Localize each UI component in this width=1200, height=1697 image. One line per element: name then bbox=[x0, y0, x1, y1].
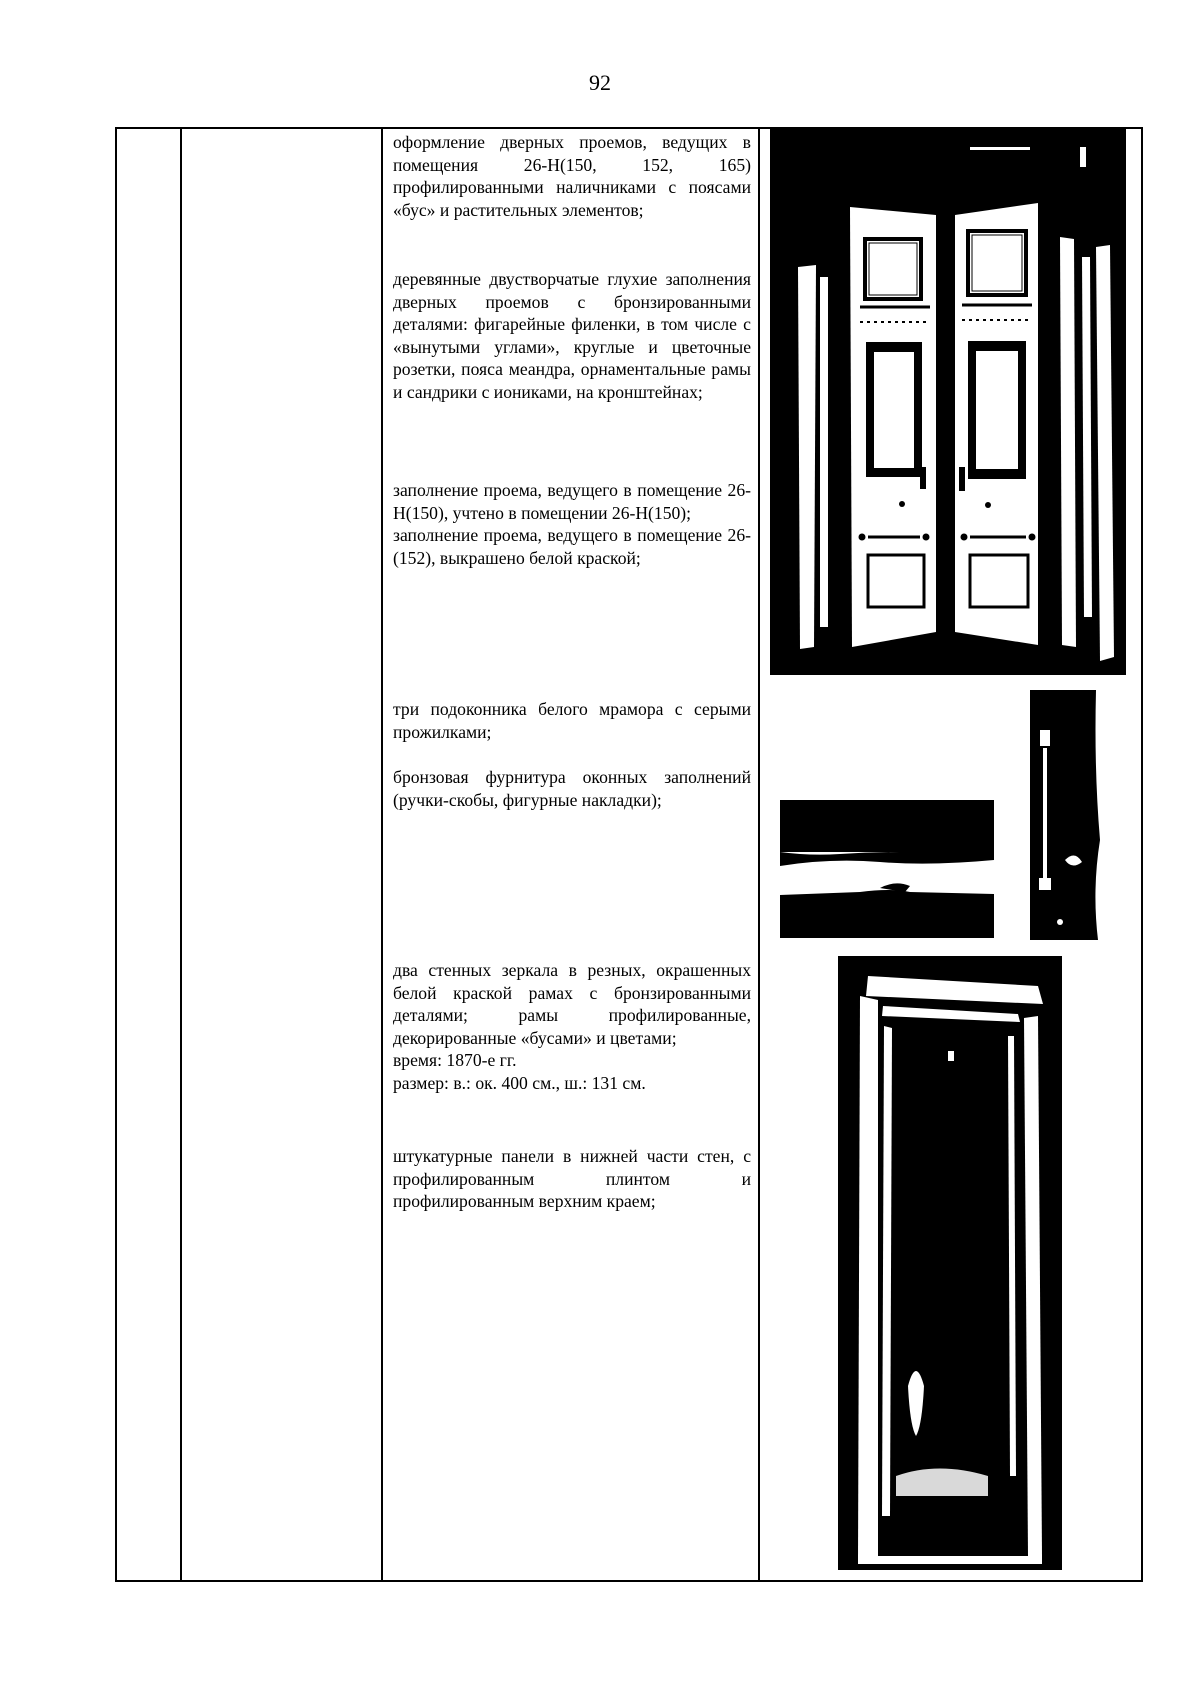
description-line: заполнение проема, ведущего в помещение 26-(152), выкрашено белой краской; bbox=[393, 525, 751, 568]
description-stucco-panels bbox=[393, 1145, 751, 1213]
description-line: бронзовая фурнитура оконных заполнений (ручки-скобы, фигурные накладки); bbox=[393, 767, 751, 810]
column-divider bbox=[758, 129, 760, 1580]
description-line: оформление дверных проемов, ведущих в помещения 26-Н(150, 152, 165) профилированными наличниками с поясами «бус» и растительных элементов; bbox=[393, 132, 751, 220]
double-door-photo bbox=[770, 127, 1126, 675]
description-mirrors bbox=[393, 959, 751, 1095]
description-line: штукатурные панели в нижней части стен, с профилированным плинтом и профилированным верхним краем; bbox=[393, 1146, 751, 1212]
description-line: заполнение проема, ведущего в помещение 26-Н(150), учтено в помещении 26-Н(150); bbox=[393, 480, 751, 523]
window-hardware-photo bbox=[1020, 690, 1106, 940]
column-divider bbox=[180, 129, 182, 1580]
description-door-filling-notes bbox=[393, 479, 751, 569]
description-line: время: 1870-е гг. bbox=[393, 1050, 517, 1071]
description-door-casings bbox=[393, 131, 751, 221]
description-line: три подоконника белого мрамора с серыми прожилками; bbox=[393, 699, 751, 742]
description-line: размер: в.: ок. 400 см., ш.: 131 см. bbox=[393, 1072, 646, 1093]
column-divider bbox=[381, 129, 383, 1580]
description-line: деревянные двустворчатые глухие заполнения дверных проемов с бронзированными деталями: фигарейные филенки, в том числе с «вынутыми углами», круглые и цветочные розетки, пояса меандра, орнаментальные рамы и сандрики с иониками, на кронштейнах; bbox=[393, 269, 751, 402]
description-door-fillings bbox=[393, 268, 751, 404]
wall-mirror-photo bbox=[838, 956, 1062, 1570]
description-window-sills bbox=[393, 698, 751, 743]
description-window-hardware bbox=[393, 766, 751, 811]
description-line: два стенных зеркала в резных, окрашенных белой краской рамах с бронзированными деталями; рамы профилированные, декорированные «бусами» и цветами; bbox=[393, 960, 751, 1048]
page-number: 92 bbox=[589, 70, 611, 95]
window-sill-photo bbox=[780, 800, 994, 938]
